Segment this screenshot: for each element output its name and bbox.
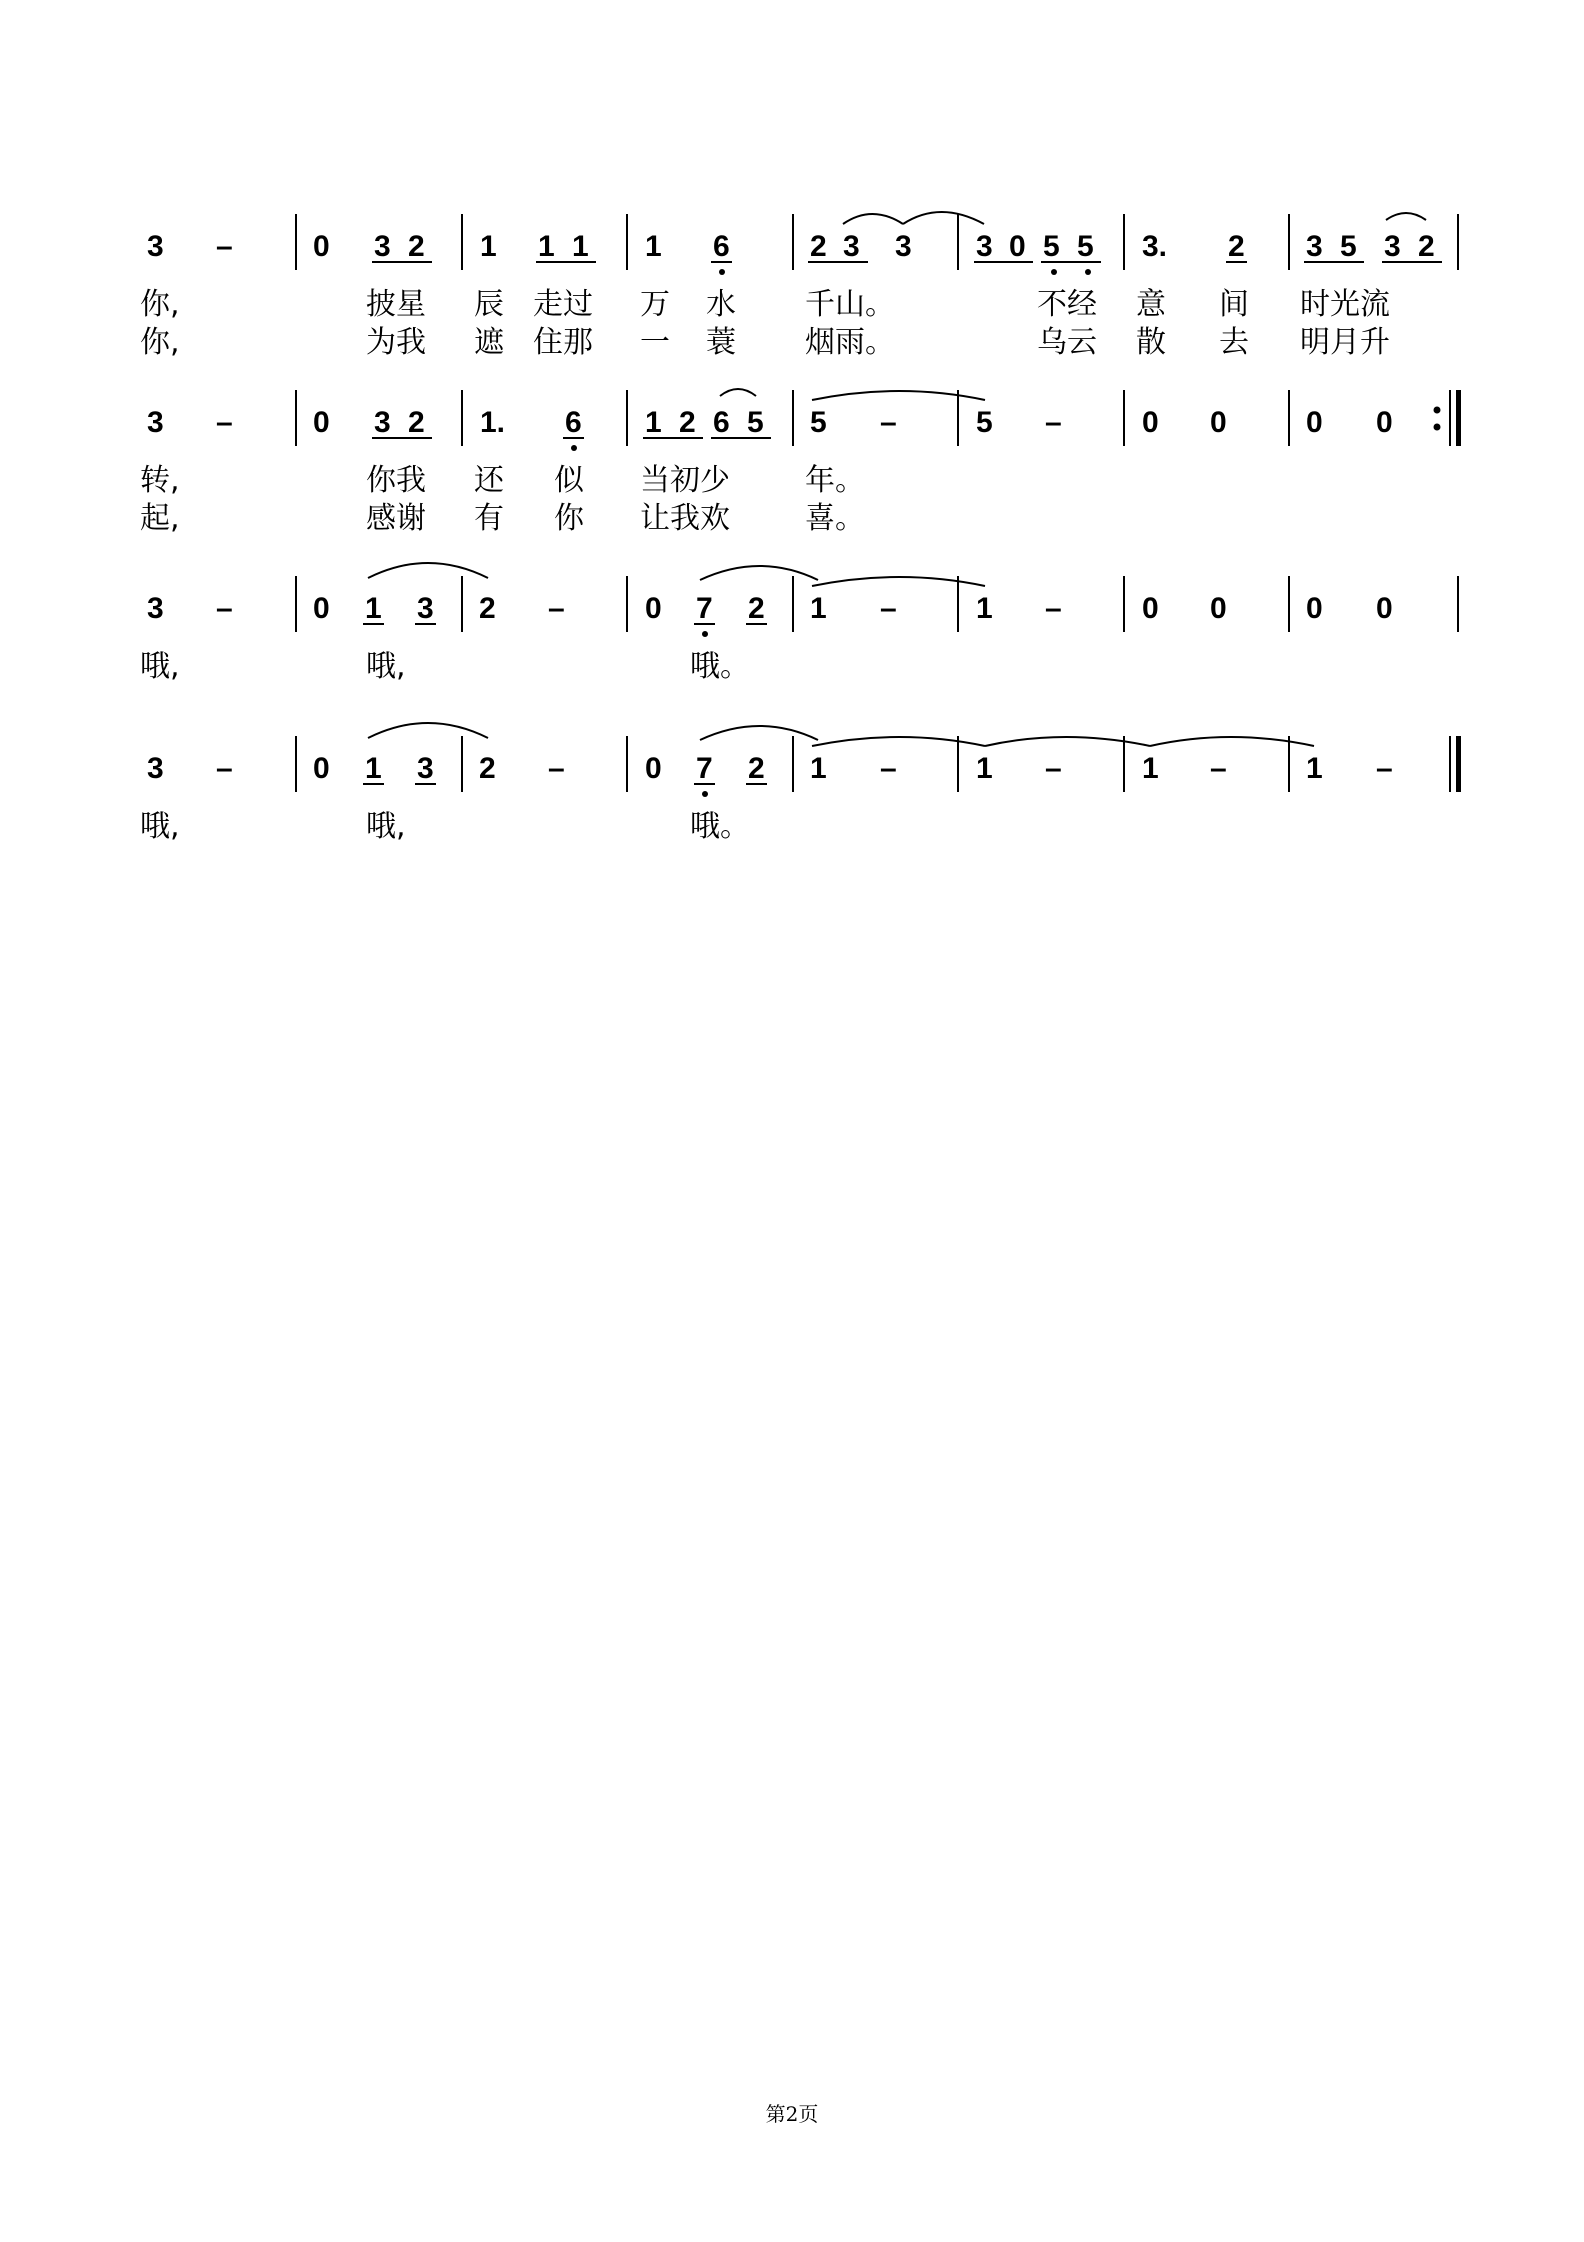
note: 2	[479, 752, 496, 785]
note: 1	[1306, 752, 1323, 785]
lyric: 万	[640, 287, 670, 322]
note: 0	[313, 752, 330, 785]
note: 7	[696, 752, 713, 785]
note: 1	[1142, 752, 1159, 785]
note: 3.	[1142, 230, 1168, 263]
lyric: 住那	[533, 325, 593, 360]
lyric: 你,	[140, 287, 180, 322]
note: 2	[408, 406, 425, 439]
note: –	[880, 752, 897, 785]
lyric: 你,	[140, 325, 180, 360]
note: 3	[374, 230, 391, 263]
note: 3	[147, 592, 164, 625]
note: 3	[976, 230, 993, 263]
lyric: 烟雨。	[805, 325, 895, 360]
note: –	[548, 592, 565, 625]
system-1	[140, 212, 1458, 360]
note: 1	[976, 592, 993, 625]
lyric: 让我欢	[640, 501, 730, 536]
system-3	[140, 563, 1458, 684]
note: 1	[480, 230, 497, 263]
note: 1	[810, 752, 827, 785]
lyric: 哦。	[690, 809, 750, 844]
note: 5	[747, 406, 764, 439]
note: 3	[147, 752, 164, 785]
system-2-notes	[147, 406, 1393, 439]
note: –	[548, 752, 565, 785]
note: 6	[713, 230, 730, 263]
lyric: 不经	[1037, 287, 1097, 322]
note: 1.	[480, 406, 506, 439]
note: 1	[365, 592, 382, 625]
note: 0	[1142, 406, 1159, 439]
note: –	[1045, 406, 1062, 439]
note: 1	[645, 230, 662, 263]
note: 1	[572, 230, 589, 263]
lyric: 哦,	[140, 809, 180, 844]
final-barline	[1450, 736, 1461, 792]
note: –	[216, 592, 233, 625]
system-2-ties	[720, 389, 985, 400]
note: –	[1045, 752, 1062, 785]
lyric: 你	[554, 501, 584, 536]
system-1-ties	[843, 212, 1426, 224]
system-4-octave-dots	[702, 791, 708, 797]
system-3-lyrics	[140, 649, 750, 684]
note: 0	[313, 406, 330, 439]
note: 0	[645, 752, 662, 785]
lyric: 哦,	[140, 649, 180, 684]
system-4-notes	[147, 752, 1393, 785]
lyric: 乌云	[1037, 325, 1097, 360]
system-2-lyrics	[140, 463, 865, 536]
note: 1	[810, 592, 827, 625]
system-1-octave-dots	[719, 269, 1091, 275]
lyric: 当初少	[640, 463, 730, 498]
lyric: 转,	[140, 463, 180, 498]
note: 3	[1306, 230, 1323, 263]
note: 6	[565, 406, 582, 439]
system-1-notes	[147, 230, 1435, 263]
lyric: 你我	[366, 463, 426, 498]
system-4	[140, 723, 1461, 844]
note: 3	[1384, 230, 1401, 263]
lyric: 年。	[805, 463, 865, 498]
note: 3	[417, 752, 434, 785]
lyric: 走过	[533, 287, 593, 322]
note: 3	[843, 230, 860, 263]
note: 0	[1210, 406, 1227, 439]
lyric: 有	[474, 501, 504, 536]
lyric: 为我	[366, 325, 426, 360]
system-4-ties	[368, 723, 1314, 746]
system-3-ties	[368, 563, 985, 586]
system-3-octave-dots	[702, 631, 708, 637]
note: 1	[645, 406, 662, 439]
lyric: 散	[1136, 325, 1166, 360]
note: 2	[1418, 230, 1435, 263]
system-3-barlines	[296, 576, 1458, 632]
note: –	[216, 230, 233, 263]
note: 6	[713, 406, 730, 439]
note: –	[880, 592, 897, 625]
lyric: 时光流	[1300, 287, 1390, 322]
note: 2	[810, 230, 827, 263]
note: 5	[1077, 230, 1094, 263]
note: 3	[374, 406, 391, 439]
note: 1	[976, 752, 993, 785]
note: 0	[1306, 592, 1323, 625]
lyric: 辰	[474, 287, 504, 322]
lyric: 似	[554, 463, 584, 498]
lyric: 感谢	[366, 501, 426, 536]
page-number: 第2页	[765, 2102, 819, 2126]
note: 5	[1043, 230, 1060, 263]
note: 0	[645, 592, 662, 625]
lyric: 明月升	[1300, 325, 1390, 360]
note: 2	[748, 752, 765, 785]
lyric: 遮	[474, 325, 504, 360]
system-1-lyrics	[140, 287, 1390, 360]
system-2	[140, 389, 1461, 536]
lyric: 哦,	[366, 809, 406, 844]
note: 2	[408, 230, 425, 263]
note: –	[216, 406, 233, 439]
lyric: 间	[1219, 287, 1249, 322]
note: 7	[696, 592, 713, 625]
lyric: 起,	[140, 501, 180, 536]
system-2-octave-dots	[571, 445, 577, 451]
system-4-lyrics	[140, 809, 750, 844]
note: 2	[748, 592, 765, 625]
note: 2	[679, 406, 696, 439]
note: 0	[1210, 592, 1227, 625]
note: –	[1210, 752, 1227, 785]
lyric: 还	[474, 463, 504, 498]
note: 0	[1306, 406, 1323, 439]
lyric: 哦。	[690, 649, 750, 684]
note: 3	[147, 230, 164, 263]
note: 2	[479, 592, 496, 625]
lyric: 蓑	[706, 325, 736, 360]
note: 3	[895, 230, 912, 263]
note: 1	[365, 752, 382, 785]
note: –	[1045, 592, 1062, 625]
note: 5	[810, 406, 827, 439]
note: 0	[1142, 592, 1159, 625]
system-3-notes	[147, 592, 1393, 625]
system-1-barlines	[296, 214, 1458, 270]
note: –	[1376, 752, 1393, 785]
note: 5	[1340, 230, 1357, 263]
lyric: 哦,	[366, 649, 406, 684]
note: 0	[313, 230, 330, 263]
lyric: 意	[1136, 287, 1166, 322]
note: 1	[538, 230, 555, 263]
note: –	[880, 406, 897, 439]
lyric: 千山。	[805, 287, 895, 322]
note: 0	[1376, 592, 1393, 625]
lyric: 去	[1219, 325, 1249, 360]
note: 0	[1376, 406, 1393, 439]
note: 2	[1228, 230, 1245, 263]
repeat-end-barline	[1434, 390, 1462, 446]
lyric: 一	[640, 325, 670, 360]
note: 5	[976, 406, 993, 439]
note: 0	[1009, 230, 1026, 263]
lyric: 披星	[366, 287, 426, 322]
note: 3	[417, 592, 434, 625]
note: 3	[147, 406, 164, 439]
lyric: 水	[706, 287, 736, 322]
note: –	[216, 752, 233, 785]
system-2-barlines	[296, 390, 1289, 446]
note: 0	[313, 592, 330, 625]
lyric: 喜。	[805, 501, 865, 536]
